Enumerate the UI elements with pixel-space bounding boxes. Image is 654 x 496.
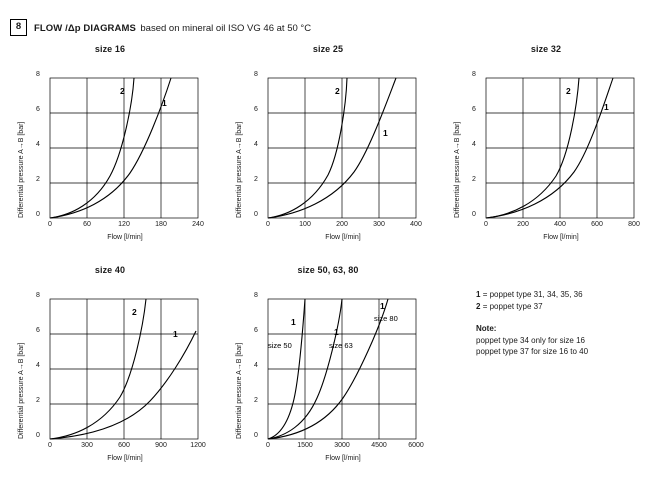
chart-title: size 32 <box>530 44 562 54</box>
annotation-size-63: size 63 <box>329 341 353 350</box>
y-tick: 8 <box>36 292 40 299</box>
y-tick: 2 <box>36 176 40 183</box>
chart-size-40 <box>10 265 210 474</box>
x-axis-label: Flow [l/min] <box>107 234 143 241</box>
chart-title: size 50, 63, 80 <box>297 265 359 275</box>
legend-key-1: 1 <box>476 290 481 299</box>
x-tick: 400 <box>554 221 566 228</box>
legend-eq-2: = <box>482 301 488 311</box>
y-tick: 0 <box>36 432 40 439</box>
x-tick: 3000 <box>334 442 350 449</box>
plot-area <box>10 58 210 253</box>
y-tick: 2 <box>254 176 258 183</box>
y-tick: 2 <box>36 397 40 404</box>
curve-label-2: 2 <box>566 86 571 96</box>
x-tick: 1200 <box>190 442 206 449</box>
page-subtitle: based on mineral oil ISO VG 46 at 50 °C <box>140 23 312 34</box>
x-tick: 180 <box>155 221 167 228</box>
chart-title: size 25 <box>312 44 344 54</box>
plot-area <box>228 279 428 474</box>
chart-size-16 <box>10 44 210 253</box>
curve-label-1-size-50: 1 <box>291 317 296 327</box>
y-tick: 4 <box>36 141 40 148</box>
chart-size-25 <box>228 44 428 253</box>
note-title: Note: <box>476 324 497 334</box>
x-tick: 0 <box>484 221 488 228</box>
legend-eq-1: = <box>482 290 488 299</box>
y-tick: 0 <box>254 211 258 218</box>
note-line-2: poppet type 37 for size 16 to 40 <box>476 347 589 357</box>
x-tick: 600 <box>591 221 603 228</box>
x-tick: 600 <box>118 442 130 449</box>
x-tick: 120 <box>118 221 130 228</box>
x-tick: 0 <box>48 221 52 228</box>
y-tick: 8 <box>254 71 258 78</box>
curve-label-1: 1 <box>162 98 167 108</box>
chart-title: size 16 <box>94 44 126 54</box>
legend-key-2: 2 <box>476 301 481 311</box>
x-tick: 240 <box>192 221 204 228</box>
section-header <box>10 18 311 36</box>
y-axis-label: Differential pressure A→B [bar] <box>454 121 461 218</box>
x-tick: 1500 <box>297 442 313 449</box>
x-tick: 4500 <box>371 442 387 449</box>
curve-label-2: 2 <box>120 86 125 96</box>
y-axis-label: Differential pressure A→B [bar] <box>236 342 243 439</box>
y-tick: 8 <box>254 292 258 299</box>
y-tick: 6 <box>472 106 476 113</box>
annotation-size-80: size 80 <box>374 314 398 323</box>
x-axis-label: Flow [l/min] <box>325 234 361 241</box>
y-tick: 4 <box>254 362 258 369</box>
curve-label-2: 2 <box>132 307 137 317</box>
annotation-size-50: size 50 <box>268 341 292 350</box>
note-line-1: poppet type 34 only for size 16 <box>476 335 585 345</box>
plot-area <box>446 58 646 253</box>
y-tick: 6 <box>36 327 40 334</box>
chart-title: size 40 <box>94 265 126 275</box>
y-tick: 4 <box>254 141 258 148</box>
legend-row-1 <box>476 289 651 301</box>
y-tick: 6 <box>36 106 40 113</box>
curve-label-1-size-80: 1 <box>380 301 385 311</box>
curve-label-1: 1 <box>604 102 609 112</box>
x-tick: 200 <box>336 221 348 228</box>
y-axis-label: Differential pressure A→B [bar] <box>18 121 25 218</box>
section-number: 8 <box>10 19 27 36</box>
plot-area <box>10 279 210 474</box>
legend-text-2: poppet type 37 <box>489 301 543 311</box>
x-tick: 300 <box>81 442 93 449</box>
y-tick: 0 <box>254 432 258 439</box>
curve-label-1-size-63: 1 <box>334 327 339 337</box>
x-tick: 0 <box>266 442 270 449</box>
y-axis-label: Differential pressure A→B [bar] <box>236 121 243 218</box>
y-tick: 0 <box>472 211 476 218</box>
legend-text-1: poppet type 31, 34, 35, 36 <box>489 290 583 299</box>
y-tick: 6 <box>254 327 258 334</box>
curve-label-1: 1 <box>383 128 388 138</box>
y-tick: 2 <box>254 397 258 404</box>
y-axis-label: Differential pressure A→B [bar] <box>18 342 25 439</box>
legend-row-2 <box>476 301 651 313</box>
curve-label-2: 2 <box>335 86 340 96</box>
x-tick: 200 <box>517 221 529 228</box>
x-tick: 100 <box>299 221 311 228</box>
x-tick: 900 <box>155 442 167 449</box>
chart-size-50-63-80 <box>228 265 428 474</box>
x-tick: 300 <box>373 221 385 228</box>
y-tick: 8 <box>472 71 476 78</box>
x-tick: 0 <box>266 221 270 228</box>
x-axis-label: Flow [l/min] <box>543 234 579 241</box>
x-tick: 800 <box>628 221 640 228</box>
y-tick: 8 <box>36 71 40 78</box>
x-tick: 0 <box>48 442 52 449</box>
curve-label-1: 1 <box>173 329 178 339</box>
plot-area <box>228 58 428 253</box>
y-tick: 4 <box>472 141 476 148</box>
x-tick: 400 <box>410 221 422 228</box>
x-axis-label: Flow [l/min] <box>325 455 361 462</box>
y-tick: 2 <box>472 176 476 183</box>
y-tick: 6 <box>254 106 258 113</box>
x-tick: 6000 <box>408 442 424 449</box>
y-tick: 0 <box>36 211 40 218</box>
x-axis-label: Flow [l/min] <box>107 455 143 462</box>
page-title: FLOW /Δp DIAGRAMS <box>34 23 136 34</box>
x-tick: 60 <box>83 221 91 228</box>
y-tick: 4 <box>36 362 40 369</box>
header-text <box>34 18 311 36</box>
legend <box>476 289 651 358</box>
chart-size-32 <box>446 44 646 253</box>
